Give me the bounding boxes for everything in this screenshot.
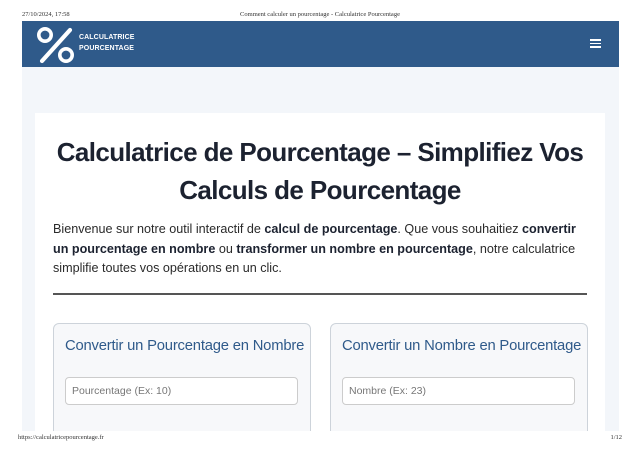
percentage-input[interactable] xyxy=(65,377,298,405)
intro-bold-convertir: convertir un pourcentage en nombre xyxy=(53,222,576,256)
logo-line-2: POURCENTAGE xyxy=(79,45,135,52)
logo-line-1: CALCULATRICE xyxy=(79,34,135,41)
print-header xyxy=(0,0,640,20)
number-to-percent-calculator xyxy=(330,323,588,445)
print-url: https://calculatricepourcentage.fr xyxy=(18,434,104,441)
site-navbar xyxy=(22,21,619,67)
calculator-title: Convertir un Pourcentage en Nombre xyxy=(65,338,305,354)
print-page-number: 1/12 xyxy=(610,434,622,441)
number-input[interactable] xyxy=(342,377,575,405)
print-page-title: Comment calculer un pourcentage - Calculatrice Pourcentage xyxy=(240,11,400,18)
print-footer xyxy=(0,431,640,452)
intro-bold-calcul: calcul de pourcentage xyxy=(264,222,398,236)
calculator-title: Convertir un Nombre en Pourcentage xyxy=(342,338,582,354)
hamburger-menu-icon[interactable] xyxy=(590,39,601,48)
percent-logo-icon[interactable] xyxy=(36,26,76,64)
print-date: 27/10/2024, 17:58 xyxy=(22,11,70,18)
section-divider xyxy=(53,293,587,295)
site-logo-text[interactable] xyxy=(79,32,135,54)
percent-to-number-calculator xyxy=(53,323,311,445)
intro-paragraph: Bienvenue sur notre outil interactif de calcul de pourcentage. Que vous souhaitiez convertir un pourcentage en nombre ou transformer un nombre en pourcentage, notre calculatrice simplifie toutes vos opérations en un clic. xyxy=(53,222,576,275)
page-title: Calculatrice de Pourcentage – Simplifiez Vos Calculs de Pourcentage xyxy=(56,137,584,205)
intro-bold-transformer: transformer un nombre en pourcentage xyxy=(236,241,473,256)
